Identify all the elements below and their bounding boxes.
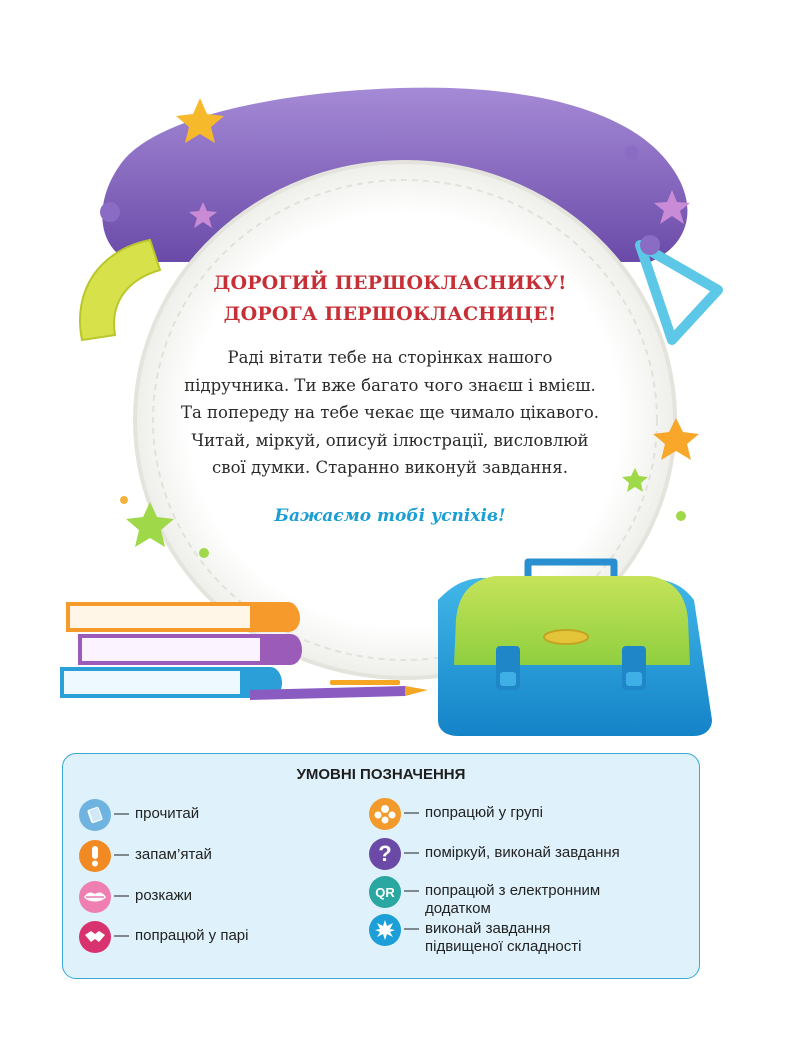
handshake-icon xyxy=(79,921,111,953)
legend-dash: — xyxy=(404,882,419,899)
legend-box xyxy=(62,753,700,979)
greeting-line-3: Та попереду на тебе чекає ще чимало цікавого. xyxy=(180,403,600,422)
greeting-title-2: ДОРОГА ПЕРШОКЛАСНИЦЕ! xyxy=(223,303,557,325)
legend-label-line: виконай завдання xyxy=(425,920,551,937)
legend-label-line: поміркуй, виконай завдання xyxy=(425,844,620,861)
question-icon-glyph: ? xyxy=(378,841,392,866)
legend-label-line: прочитай xyxy=(135,805,200,822)
legend-dash: — xyxy=(404,844,419,861)
legend-label-line: запам’ятай xyxy=(135,846,212,863)
greeting-text xyxy=(150,268,630,526)
legend-item-remember xyxy=(79,846,212,872)
legend-item-tell xyxy=(79,887,192,913)
greeting-line-2: підручника. Ти вже багато чого знаєш і вмієш. xyxy=(184,375,596,395)
legend-label-line: підвищеної складності xyxy=(425,938,582,955)
greeting-title-1: ДОРОГИЙ ПЕРШОКЛАСНИКУ! xyxy=(213,272,567,294)
legend-label xyxy=(135,927,248,945)
legend-dash: — xyxy=(404,920,419,937)
greeting-wish: Бажаємо тобі успіхів! xyxy=(274,505,506,526)
book-icon xyxy=(79,799,111,831)
legend-label xyxy=(135,846,212,864)
legend-label xyxy=(425,844,620,862)
books-icon xyxy=(60,602,302,698)
legend-item-electronic xyxy=(369,882,600,918)
legend-dash: — xyxy=(404,804,419,821)
legend-dash: — xyxy=(114,927,129,944)
greeting-line-5: свої думки. Старанно виконуй завдання. xyxy=(212,458,568,477)
group-icon xyxy=(369,798,401,830)
legend-item-read xyxy=(79,805,199,831)
exclamation-icon xyxy=(79,840,111,872)
legend-item-think xyxy=(369,841,620,870)
legend-label-line: додатком xyxy=(425,900,491,917)
legend-label xyxy=(425,920,581,956)
legend-label-line: попрацюй з електронним xyxy=(425,882,601,899)
greeting-line-4: Читай, міркуй, описуй ілюстрації, висловлюй xyxy=(191,430,589,450)
legend-dash: — xyxy=(114,805,129,822)
qr-icon-glyph: QR xyxy=(375,884,395,900)
legend-label xyxy=(425,882,600,918)
star-burst-icon xyxy=(369,914,401,946)
greeting-line-1: Раді вітати тебе на сторінках нашого xyxy=(227,348,553,367)
legend-label xyxy=(135,805,199,823)
legend-item-pair-work xyxy=(79,927,248,953)
protractor-icon xyxy=(80,240,160,340)
schoolbag-icon xyxy=(438,562,712,736)
legend-label-line: попрацюй у групі xyxy=(425,804,543,821)
lips-icon xyxy=(79,881,111,913)
legend-dash: — xyxy=(114,887,129,904)
legend-label xyxy=(135,887,192,905)
legend-label xyxy=(425,804,543,822)
legend-item-advanced xyxy=(369,920,581,956)
legend-dash: — xyxy=(114,846,129,863)
legend-label-line: попрацюй у парі xyxy=(135,927,249,944)
legend-label-line: розкажи xyxy=(135,887,193,904)
question-icon xyxy=(369,838,401,870)
legend-item-group-work xyxy=(369,804,543,830)
qr-icon xyxy=(369,876,401,908)
legend-title: УМОВНІ ПОЗНАЧЕННЯ xyxy=(296,766,466,783)
